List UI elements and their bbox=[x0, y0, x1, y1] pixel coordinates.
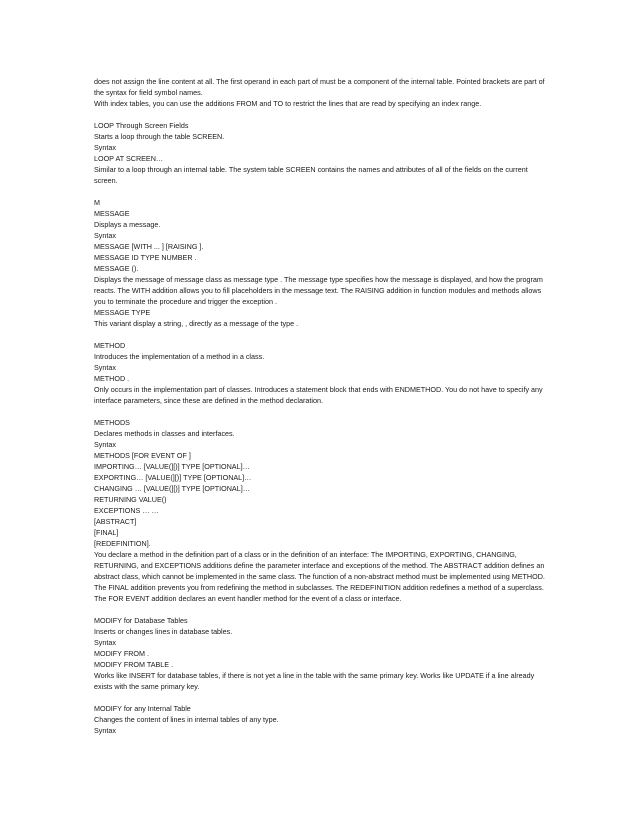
syntax-line: IMPORTING… [VALUE(][)] TYPE [OPTIONAL]… bbox=[94, 462, 250, 471]
syntax-label: Syntax bbox=[94, 726, 116, 735]
syntax-line: MESSAGE TYPE bbox=[94, 308, 151, 317]
syntax-label: Syntax bbox=[94, 231, 116, 240]
syntax-line: EXPORTING… [VALUE(][)] TYPE [OPTIONAL]… bbox=[94, 473, 252, 482]
text-line: Declares methods in classes and interfaces. bbox=[94, 429, 235, 438]
syntax-line: [ABSTRACT] bbox=[94, 517, 137, 526]
syntax-label: Syntax bbox=[94, 143, 116, 152]
document-page bbox=[94, 76, 546, 736]
syntax-line: CHANGING … [VALUE(][)] TYPE [OPTIONAL]… bbox=[94, 484, 250, 493]
text-line: Starts a loop through the table SCREEN. bbox=[94, 132, 225, 141]
section-heading: MODIFY for any Internal Table bbox=[94, 704, 191, 713]
paragraph-gap bbox=[94, 109, 546, 120]
text-paragraph: Similar to a loop through an internal table. The system table SCREEN contains the names and attributes of all of the fields on the current screen. bbox=[94, 165, 528, 185]
syntax-label: Syntax bbox=[94, 363, 116, 372]
paragraph-gap bbox=[94, 406, 546, 417]
section-heading: MESSAGE bbox=[94, 209, 130, 218]
syntax-line: RETURNING VALUE() bbox=[94, 495, 167, 504]
text-paragraph: Only occurs in the implementation part of classes. Introduces a statement block that ends with ENDMETHOD. You do not have to specify any interface parameters, since these are defined in the method declaration. bbox=[94, 385, 543, 405]
text-paragraph: Displays the message of message class as message type . The message type specifies how the message is displayed, and how the program reacts. The WITH addition allows you to fill placeholders in the message text. The RAISING addition in function modules and methods allows you to terminate the procedure and trigger the exception . bbox=[94, 275, 543, 306]
syntax-line: MESSAGE (). bbox=[94, 264, 139, 273]
text-line: Introduces the implementation of a method in a class. bbox=[94, 352, 265, 361]
text-paragraph: does not assign the line content at all. The first operand in each part of must be a component of the internal table. Pointed brackets are part of the syntax for field symbol names. bbox=[94, 77, 545, 97]
text-paragraph: You declare a method in the definition part of a class or in the definition of an interface: The IMPORTING, EXPORTING, CHANGING, RETURNING, and EXCEPTIONS additions define the parameter interface and exceptions of the method. The ABSTRACT addition defines an abstract class, which cannot be implemented in the same class. The function of a non-abstract method must be implemented using METHOD. The FINAL addition prevents you from redefining the method in subclasses. The REDEFINITION addition redefines a method of a superclass. The FOR EVENT addition declares an event handler method for the event of a class or interface. bbox=[94, 550, 545, 603]
text-line: Inserts or changes lines in database tables. bbox=[94, 627, 233, 636]
paragraph-gap bbox=[94, 186, 546, 197]
syntax-line: MODIFY FROM . bbox=[94, 649, 149, 658]
text-line: Changes the content of lines in internal tables of any type. bbox=[94, 715, 279, 724]
text-line: This variant display a string, , directly as a message of the type . bbox=[94, 319, 299, 328]
section-heading: METHODS bbox=[94, 418, 130, 427]
syntax-line: MODIFY FROM TABLE . bbox=[94, 660, 174, 669]
text-paragraph: With index tables, you can use the additions FROM and TO to restrict the lines that are read by specifying an index range. bbox=[94, 99, 482, 108]
text-paragraph: Works like INSERT for database tables, if there is not yet a line in the table with the same primary key. Works like UPDATE if a line already exists with the same primary key. bbox=[94, 671, 535, 691]
syntax-label: Syntax bbox=[94, 440, 116, 449]
syntax-line: EXCEPTIONS … … bbox=[94, 506, 159, 515]
paragraph-gap bbox=[94, 329, 546, 340]
syntax-line: [FINAL] bbox=[94, 528, 119, 537]
letter-heading: M bbox=[94, 198, 100, 207]
syntax-line: MESSAGE [WITH ... ] [RAISING ]. bbox=[94, 242, 204, 251]
syntax-label: Syntax bbox=[94, 638, 116, 647]
paragraph-gap bbox=[94, 604, 546, 615]
section-heading: MODIFY for Database Tables bbox=[94, 616, 188, 625]
paragraph-gap bbox=[94, 692, 546, 703]
syntax-line: LOOP AT SCREEN… bbox=[94, 154, 164, 163]
syntax-line: [REDEFINITION]. bbox=[94, 539, 151, 548]
section-heading: METHOD bbox=[94, 341, 126, 350]
section-heading: LOOP Through Screen Fields bbox=[94, 121, 189, 130]
syntax-line: METHOD . bbox=[94, 374, 130, 383]
syntax-line: METHODS [FOR EVENT OF ] bbox=[94, 451, 191, 460]
syntax-line: MESSAGE ID TYPE NUMBER . bbox=[94, 253, 197, 262]
text-line: Displays a message. bbox=[94, 220, 161, 229]
